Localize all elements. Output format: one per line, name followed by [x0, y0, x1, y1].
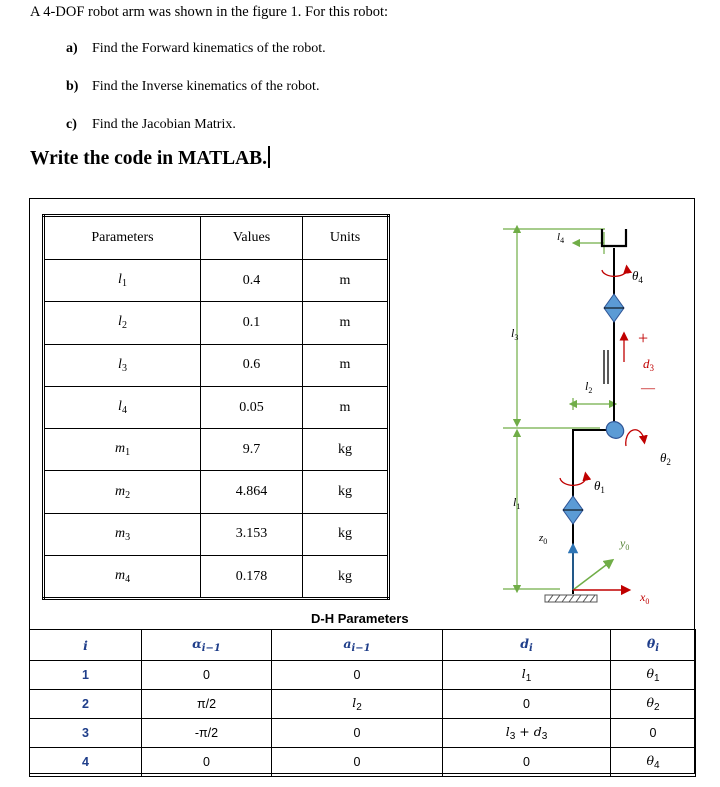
- param-value: 9.7: [201, 429, 303, 471]
- header-values: Values: [201, 216, 303, 260]
- param-value: 0.178: [201, 556, 303, 599]
- y0-axis: [573, 562, 610, 590]
- param-unit: m: [303, 344, 389, 386]
- param-symbol: $m_1$: [44, 429, 201, 471]
- theta4-label: $\theta_4$: [632, 268, 643, 285]
- table-row: [44, 471, 389, 513]
- l2-label: $l_2$: [585, 379, 593, 395]
- param-unit: m: [303, 386, 389, 428]
- header-parameters: Parameters: [44, 216, 201, 260]
- instruction-text: Write the code in MATLAB.: [30, 146, 270, 170]
- table-row: [44, 556, 389, 599]
- dh-a: 0: [272, 661, 443, 690]
- dh-header-theta: $\theta_i$: [611, 630, 696, 661]
- param-unit: kg: [303, 429, 389, 471]
- param-value: 0.05: [201, 386, 303, 428]
- d3-label: $d_3$: [643, 356, 654, 373]
- dh-d: $l_1$: [443, 661, 611, 690]
- param-value: 0.1: [201, 302, 303, 344]
- dh-d: $l_3 + d_3$: [443, 719, 611, 748]
- dh-theta: $\theta_4$: [611, 748, 696, 777]
- joint-2: [603, 418, 627, 441]
- dh-a: $l_2$: [272, 690, 443, 719]
- dh-table-title: D-H Parameters: [311, 611, 409, 626]
- dh-alpha: π/2: [142, 690, 272, 719]
- dh-d: 0: [443, 748, 611, 777]
- param-value: 0.6: [201, 344, 303, 386]
- robot-arm-diagram: [470, 210, 692, 610]
- dh-a: 0: [272, 719, 443, 748]
- gripper: [602, 229, 626, 246]
- table-row: [30, 661, 696, 690]
- dimension-lines: [503, 229, 613, 589]
- z0-label: $z_0$: [539, 532, 548, 546]
- table-row: [44, 386, 389, 428]
- question-intro: A 4-DOF robot arm was shown in the figure 1. For this robot:: [30, 4, 389, 20]
- dh-a: 0: [272, 748, 443, 777]
- param-value: 4.864: [201, 471, 303, 513]
- text-cursor: [268, 146, 270, 168]
- dh-index: 1: [30, 661, 142, 690]
- theta2-label: $\theta_2$: [660, 450, 671, 467]
- dh-theta: $\theta_1$: [611, 661, 696, 690]
- param-symbol: $m_2$: [44, 471, 201, 513]
- x0-label: $x_0$: [640, 590, 650, 606]
- param-unit: kg: [303, 556, 389, 599]
- minus-sign: —: [641, 381, 655, 396]
- param-unit: m: [303, 302, 389, 344]
- param-symbol: $l_3$: [44, 344, 201, 386]
- question-item-c: c) Find the Jacobian Matrix.: [66, 117, 236, 132]
- y0-label: $y_0$: [620, 536, 630, 552]
- dh-d: 0: [443, 690, 611, 719]
- dh-index: 4: [30, 748, 142, 777]
- param-unit: kg: [303, 513, 389, 555]
- dh-theta: $\theta_2$: [611, 690, 696, 719]
- param-value: 0.4: [201, 260, 303, 302]
- l4-label: $l_4$: [557, 231, 565, 245]
- param-unit: kg: [303, 471, 389, 513]
- joint-1: [563, 496, 583, 524]
- param-symbol: $l_2$: [44, 302, 201, 344]
- parameters-header-row: [44, 216, 389, 260]
- ground-base: [545, 595, 597, 602]
- table-row: [44, 513, 389, 555]
- dh-index: 2: [30, 690, 142, 719]
- question-item-b: b) Find the Inverse kinematics of the robot.: [66, 79, 320, 94]
- param-value: 3.153: [201, 513, 303, 555]
- dh-header-row: [30, 630, 696, 661]
- param-unit: m: [303, 260, 389, 302]
- dh-theta: 0: [611, 719, 696, 748]
- plus-sign: +: [638, 328, 649, 348]
- param-symbol: $m_3$: [44, 513, 201, 555]
- dh-header-i: i: [30, 630, 142, 661]
- parameters-table: [42, 214, 390, 600]
- dh-alpha: 0: [142, 661, 272, 690]
- theta1-label: $\theta_1$: [594, 478, 605, 495]
- table-row: [30, 690, 696, 719]
- robot-links: [572, 229, 626, 594]
- table-row: [44, 260, 389, 302]
- dh-header-d: $d_i$: [443, 630, 611, 661]
- header-units: Units: [303, 216, 389, 260]
- table-row: [44, 302, 389, 344]
- dh-parameters-table: [29, 629, 696, 777]
- l1-label: $l_1$: [513, 495, 521, 511]
- l3-label: $l_3$: [511, 326, 519, 342]
- table-row: [44, 429, 389, 471]
- param-symbol: $l_4$: [44, 386, 201, 428]
- dh-index: 3: [30, 719, 142, 748]
- question-item-a: a) Find the Forward kinematics of the robot.: [66, 41, 326, 56]
- param-symbol: $l_1$: [44, 260, 201, 302]
- param-symbol: $m_4$: [44, 556, 201, 599]
- dh-header-a: $a_{i-1}$: [272, 630, 443, 661]
- joint-4: [604, 294, 624, 322]
- dh-alpha: 0: [142, 748, 272, 777]
- table-row: [30, 748, 696, 777]
- dh-header-alpha: $\alpha_{i-1}$: [142, 630, 272, 661]
- table-row: [30, 719, 696, 748]
- theta2-rotation-arrow: [626, 430, 644, 446]
- table-row: [44, 344, 389, 386]
- dh-alpha: -π/2: [142, 719, 272, 748]
